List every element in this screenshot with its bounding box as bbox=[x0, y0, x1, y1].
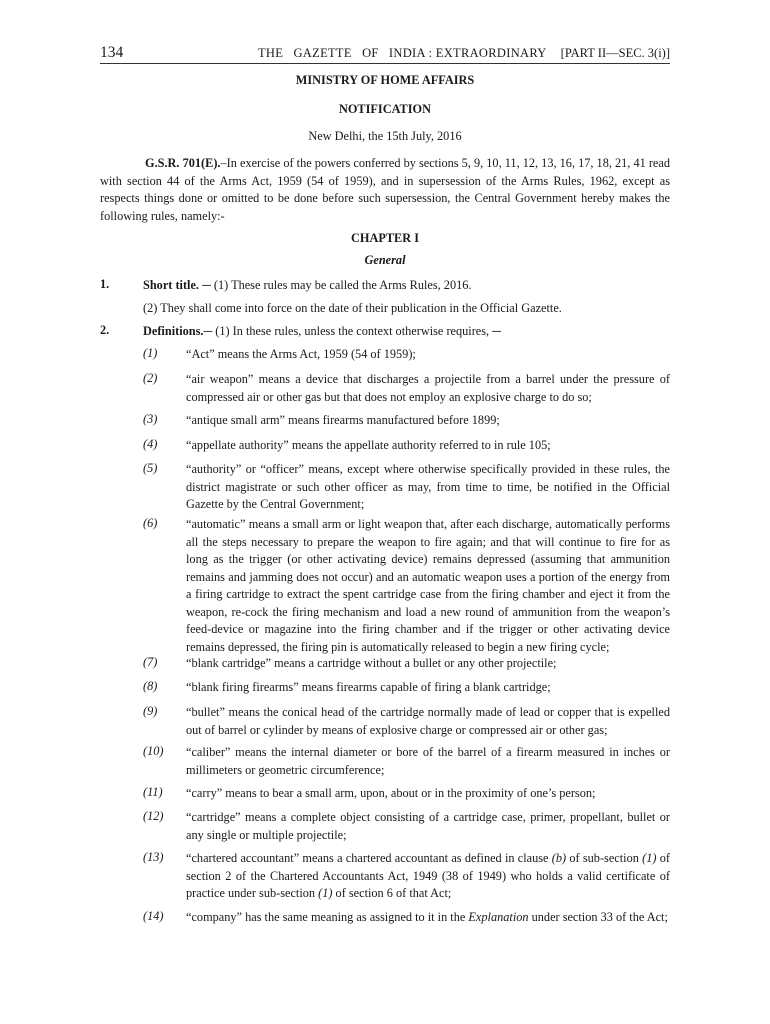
rule-subsection: (2) They shall come into force on the date of their publication in the Official Gazette. bbox=[143, 301, 562, 315]
clause-number: (6) bbox=[143, 516, 158, 530]
rule-text bbox=[143, 323, 670, 341]
clause-number: (12) bbox=[143, 809, 164, 823]
rule-text bbox=[143, 277, 670, 295]
clause-number: (7) bbox=[143, 655, 158, 669]
clause-text bbox=[186, 909, 670, 927]
chapter-subheading: General bbox=[364, 253, 406, 267]
rule-heading: Definitions. bbox=[143, 324, 204, 338]
clause-text bbox=[186, 850, 670, 903]
clause-text: “antique small arm” means firearms manufactured before 1899; bbox=[186, 413, 500, 427]
clause-text-part: of section 6 of that Act; bbox=[332, 886, 452, 900]
gsr-number: G.S.R. 701(E). bbox=[145, 156, 221, 170]
clause-text-part: of section 2 of the Chartered Accountants Act, 1949 (38 of 1949) who holds a valid certificate of practice under sub-section bbox=[186, 851, 670, 900]
place-date: New Delhi, the 15th July, 2016 bbox=[308, 129, 462, 143]
header-divider bbox=[100, 63, 670, 64]
clause-number: (11) bbox=[143, 785, 163, 799]
chapter-heading: CHAPTER I bbox=[351, 231, 419, 245]
clause-ref: Explanation bbox=[468, 910, 529, 924]
clause-ref: (1) bbox=[318, 886, 333, 900]
clause-number: (14) bbox=[143, 909, 164, 923]
clause-number: (2) bbox=[143, 371, 158, 385]
clause-text: “blank cartridge” means a cartridge without a bullet or any other projectile; bbox=[186, 656, 557, 670]
preamble bbox=[100, 155, 670, 225]
clause-text-part: of sub-section bbox=[566, 851, 643, 865]
clause-number: (4) bbox=[143, 437, 158, 451]
clause-text: “bullet” means the conical head of the cartridge normally made of lead or copper that is expelled out of barrel or cylinder by means of explosive charge or compressed air or other gas; bbox=[186, 705, 670, 737]
page-header bbox=[100, 44, 670, 62]
clause-number: (1) bbox=[143, 346, 158, 360]
clause-number: (9) bbox=[143, 704, 158, 718]
ministry-heading: MINISTRY OF HOME AFFAIRS bbox=[295, 73, 475, 87]
part-section: [PART II—SEC. 3(i)] bbox=[560, 46, 670, 60]
clause-text: “carry” means to bear a small arm, upon, about or in the proximity of one’s person; bbox=[186, 786, 596, 800]
rule-heading: Short title. bbox=[143, 278, 200, 292]
clause-text-part: “company” has the same meaning as assigned to it in the bbox=[186, 910, 469, 924]
clause-text-part: under section 33 of the Act; bbox=[528, 910, 668, 924]
preamble-text: –In exercise of the powers conferred by sections 5, 9, 10, 11, 12, 13, 16, 17, 18, 21, 41 read with section 44 of the Arms Act, 1959 (54 of 1959), and in supersession of the Arms Rules, 1962, except as respects things done or omitted to be done before such supersession, the Central Government hereby makes the following rules, namely:- bbox=[100, 156, 671, 223]
rule-number: 1. bbox=[100, 277, 110, 291]
clause-text: “authority” or “officer” means, except where otherwise specifically provided in these rules, the district magistrate or such other officer as may, from time to time, be notified in the Official Gazette by the Central Government; bbox=[186, 462, 670, 511]
clause-number: (13) bbox=[143, 850, 164, 864]
clause-text: “blank firing firearms” means firearms capable of firing a blank cartridge; bbox=[186, 680, 551, 694]
clause-number: (8) bbox=[143, 679, 158, 693]
clause-text-part: “chartered accountant” means a chartered accountant as defined in clause bbox=[186, 851, 552, 865]
gazette-title: THE GAZETTE OF INDIA : EXTRAORDINARY bbox=[258, 46, 547, 60]
clause-number: (10) bbox=[143, 744, 164, 758]
clause-text: “air weapon” means a device that discharges a projectile from a barrel under the pressure of compressed air or other gas but that does not employ an explosive charge to do so; bbox=[186, 372, 670, 404]
rule-body: ─ (1) These rules may be called the Arms Rules, 2016. bbox=[199, 278, 472, 292]
clause-text: “appellate authority” means the appellate authority referred to in rule 105; bbox=[186, 438, 551, 452]
clause-number: (3) bbox=[143, 412, 158, 426]
clause-text: “automatic” means a small arm or light weapon that, after each discharge, automatically performs all the steps necessary to prepare the weapon to fire again; and that will continue to fire for as long as the trigger (or other activating device) remains depressed (assuming that ammunition remains and jamming does not occur) and an automatic weapon uses a portion of the energy from a firing cartridge to extract the spent cartridge case from the firing chamber and eject it from the weapon, re-cock the firing mechanism and load a new round of ammunition from the weapon’s feed-device or magazine into the firing chamber and if the trigger or other activating device remains depressed, the firing pin is automatically released to begin a new firing cycle; bbox=[186, 517, 670, 654]
clause-ref: (b) bbox=[551, 851, 567, 865]
clause-ref: (1) bbox=[642, 851, 657, 865]
clause-text: “Act” means the Arms Act, 1959 (54 of 1959); bbox=[186, 347, 416, 361]
clause-number: (5) bbox=[143, 461, 158, 475]
notification-heading: NOTIFICATION bbox=[338, 102, 431, 116]
rule-body: ─ (1) In these rules, unless the context otherwise requires, ─ bbox=[203, 324, 501, 338]
rule-number: 2. bbox=[100, 323, 110, 337]
page-number: 134 bbox=[100, 44, 124, 61]
clause-text: “caliber” means the internal diameter or bore of the barrel of a firearm measured in inches or millimeters or geometric circumference; bbox=[186, 745, 670, 777]
clause-text: “cartridge” means a complete object consisting of a cartridge case, primer, propellant, bullet or any single or multiple projectile; bbox=[186, 810, 670, 842]
